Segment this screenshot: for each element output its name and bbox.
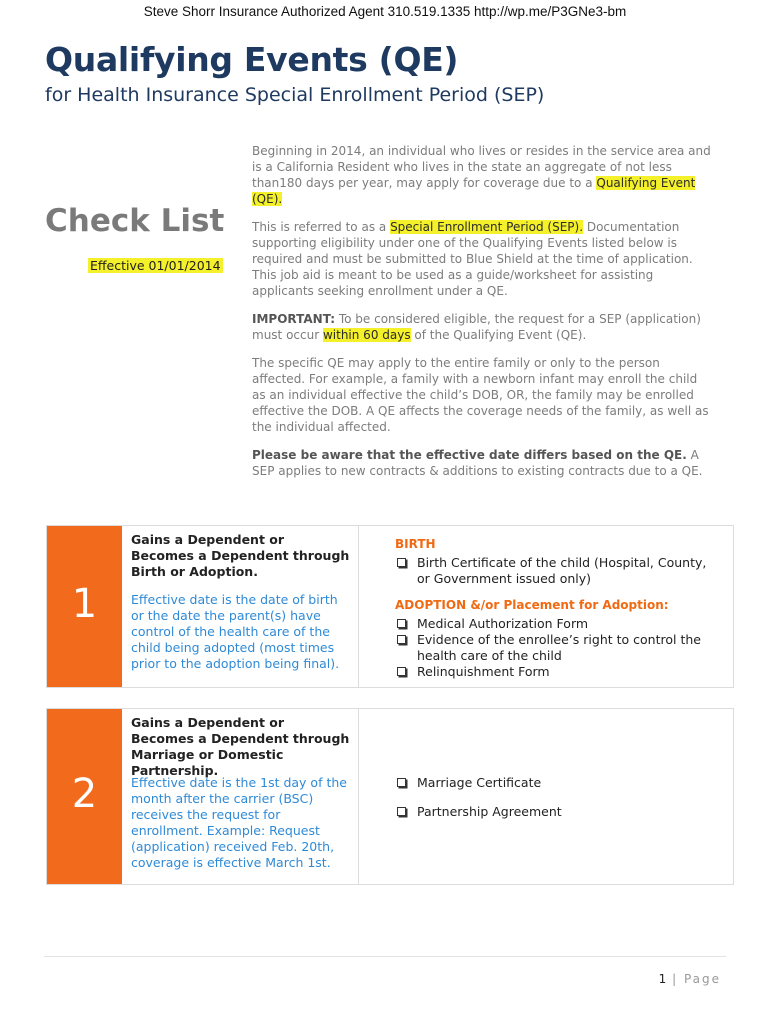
event-title: Gains a Dependent or Becomes a Dependent through Marriage or Domestic Partnership. — [131, 715, 350, 778]
checklist-heading: Check List — [45, 203, 225, 239]
highlight-60-days: within 60 days — [322, 328, 411, 342]
event-number-column — [47, 709, 122, 884]
column-divider — [358, 526, 359, 687]
page-title: Qualifying Events (QE) — [45, 40, 459, 79]
intro-paragraph-3 — [252, 311, 712, 343]
document-label: Medical Authorization Form — [417, 616, 589, 631]
intro-paragraph-1 — [252, 143, 712, 207]
event-title: Gains a Dependent or Becomes a Dependent through Birth or Adoption. — [131, 532, 350, 579]
highlight-sep: Special Enrollment Period (SEP). — [390, 220, 584, 234]
agent-header: Steve Shorr Insurance Authorized Agent 310.519.1335 http://wp.me/P3GNe3-bm — [143, 4, 627, 19]
intro-paragraph-4: The specific QE may apply to the entire family or only to the person affected. For example, a family with a newborn infant may enroll the child as an individual effective the child’s DOB, OR, the family may be enrolled effective the DOB. A QE affects the coverage needs of the family, as well as the individual affected. — [252, 356, 709, 434]
checkbox-icon — [397, 558, 406, 567]
document-label: Relinquishment Form — [417, 664, 550, 679]
effective-date-badge: Effective 01/01/2014 — [90, 258, 221, 273]
important-label: IMPORTANT: — [252, 312, 336, 326]
intro-p2-text-b: Documentation supporting eligibility under one of the Qualifying Events listed below is required and must be submitted to Blue Shield at the time of application. This job aid is meant to be used as a guide/worksheet for assisting applicants seeking enrollment under a QE. — [252, 220, 693, 298]
event-description: Effective date is the date of birth or the date the parent(s) have control of the health care of the child being adopted (most times prior to the adoption being final). — [131, 592, 340, 671]
column-divider — [358, 709, 359, 884]
checkbox-icon — [397, 778, 406, 787]
birth-heading: BIRTH — [395, 537, 436, 551]
checkbox-icon — [397, 619, 406, 628]
adoption-heading: ADOPTION &/or Placement for Adoption: — [395, 598, 669, 612]
highlight-qualifying-event: Qualifying Event (QE). — [252, 176, 696, 206]
page-number — [659, 972, 721, 986]
intro-paragraph-2 — [252, 219, 712, 299]
list-item — [395, 664, 715, 680]
intro-p3-text-a: To be considered eligible, the request for a SEP (application) must occur — [252, 312, 701, 342]
event-number-column — [47, 526, 122, 687]
required-documents — [395, 536, 715, 680]
list-item — [395, 632, 715, 664]
footer-divider — [44, 956, 726, 957]
list-item — [395, 616, 715, 632]
effective-date-note: Please be aware that the effective date differs based on the QE. — [252, 448, 687, 462]
intro-text — [252, 143, 712, 491]
page-subtitle: for Health Insurance Special Enrollment Period (SEP) — [45, 84, 545, 106]
birth-documents-list — [395, 555, 715, 587]
document-label: Birth Certificate of the child (Hospital, County, or Government issued only) — [417, 555, 707, 586]
event-card-2 — [46, 708, 734, 885]
intro-paragraph-5 — [252, 447, 712, 479]
event-number: 2 — [71, 771, 98, 817]
list-item — [395, 775, 715, 791]
list-item — [395, 555, 715, 587]
document-label: Partnership Agreement — [417, 804, 562, 819]
intro-p2-text-a: This is referred to as a — [252, 220, 391, 234]
checkbox-icon — [397, 667, 406, 676]
event-card-1 — [46, 525, 734, 688]
documents-list — [395, 775, 715, 820]
page-label: | Page — [666, 972, 721, 986]
list-item — [395, 804, 715, 820]
document-label: Marriage Certificate — [417, 775, 542, 790]
intro-p5-text: A SEP applies to new contracts & additions to existing contracts due to a QE. — [252, 448, 703, 478]
required-documents — [395, 775, 715, 820]
document-label: Evidence of the enrollee’s right to control the health care of the child — [417, 632, 701, 663]
adoption-documents-list — [395, 616, 715, 680]
event-description: Effective date is the 1st day of the month after the carrier (BSC) receives the request for enrollment. Example: Request (application) received Feb. 20th, coverage is effective March 1st. — [131, 775, 347, 870]
checkbox-icon — [397, 807, 406, 816]
checkbox-icon — [397, 635, 406, 644]
page-number-value: 1 — [658, 972, 667, 986]
event-number: 1 — [71, 581, 98, 627]
intro-p3-text-b: of the Qualifying Event (QE). — [410, 328, 587, 342]
intro-p1-text: Beginning in 2014, an individual who lives or resides in the service area and is a California Resident who lives in the state an aggregate of not less than180 days per year, may apply for coverage due to a — [252, 144, 711, 190]
